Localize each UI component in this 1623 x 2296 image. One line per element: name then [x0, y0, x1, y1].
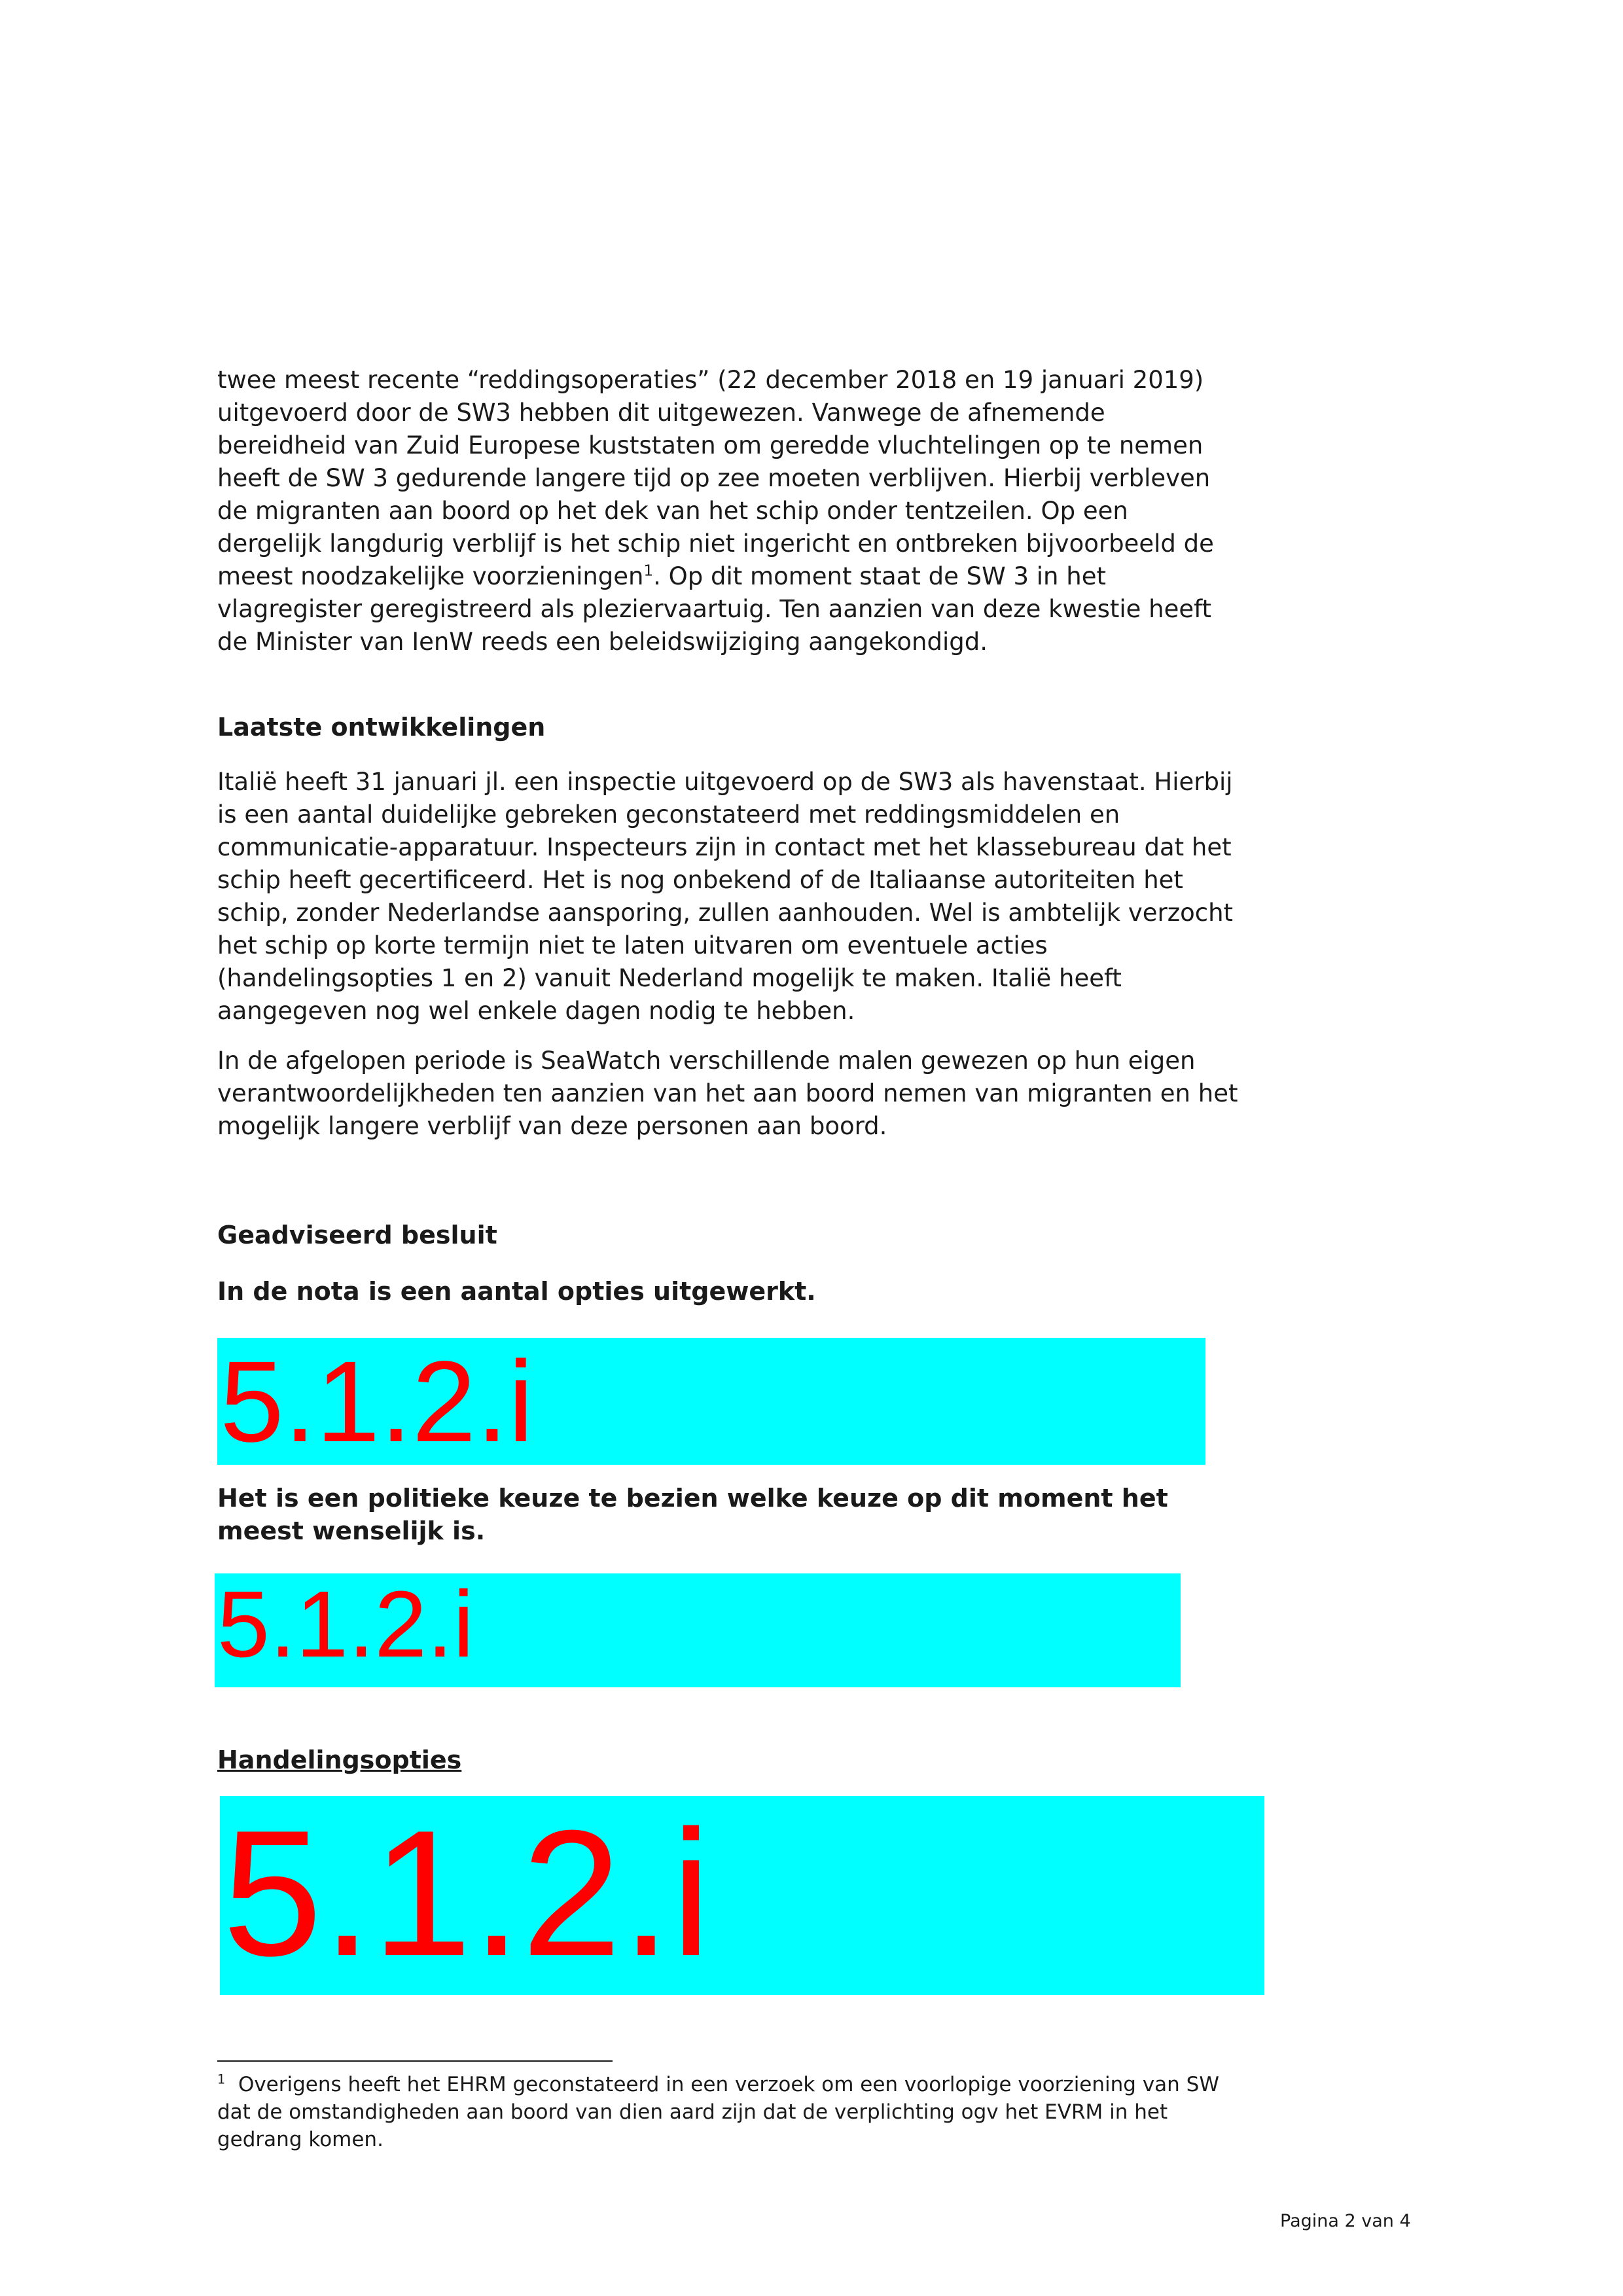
intro-paragraph-text-after: . Op dit moment staat de SW 3 in het vlagregister geregistreerd als pleziervaartuig. Ten aanzien van deze kwestie heeft de Minister van IenW reeds een beleidswijziging aangekondigd. [217, 562, 1212, 656]
redaction-block-1 [217, 1338, 1205, 1465]
footnote-text: Overigens heeft het EHRM geconstateerd in een verzoek om een voorlopige voorziening van SW dat de omstandigheden aan boord van dien aard zijn dat de verplichting ogv het EVRM in het gedrang komen. [217, 2073, 1219, 2151]
redaction-block-2 [215, 1573, 1181, 1687]
footnote-divider [217, 2060, 613, 2062]
intro-paragraph [217, 364, 1238, 658]
political-choice-statement: Het is een politieke keuze te bezien welke keuze op dit moment het meest wenselijk is. [217, 1484, 1168, 1545]
redaction-code-3: 5.1.2.i [223, 1796, 711, 1994]
intro-paragraph-text: twee meest recente “reddingsoperaties” (22 december 2018 en 19 januari 2019) uitgevoerd door de SW3 hebben dit uitgewezen. Vanwege de afnemende bereidheid van Zuid Europese kuststaten om geredde vluchtelingen op te nemen heeft de SW 3 gedurende langere tijd op zee moeten verblijven. Hierbij verbleven de migranten aan boord op het dek van het schip onder tentzeilen. Op een dergelijk langdurig verblijf is het schip niet ingericht en ontbreken bijvoorbeeld de meest noodzakelijke voorzieningen [217, 366, 1214, 590]
latest-developments-paragraph-2: In de afgelopen periode is SeaWatch verschillende malen gewezen op hun eigen verantwoordelijkheden ten aanzien van het aan boord nemen van migranten en het mogelijk langere verblijf van deze personen aan boord. [217, 1047, 1238, 1140]
latest-developments-paragraph-1: Italië heeft 31 januari jl. een inspectie uitgevoerd op de SW3 als havenstaat. Hierbij is een aantal duidelijke gebreken geconstateerd met reddingsmiddelen en communicatie-apparatuur. Inspecteurs zijn in contact met het klassebureau dat het schip heeft gecertificeerd. Het is nog onbekend of de Italiaanse autoriteiten het schip, zonder Nederlandse aansporing, zullen aanhouden. Wel is ambtelijk verzocht het schip op korte termijn niet te laten uitvaren om eventuele acties (handelingsopties 1 en 2) vanuit Nederland mogelijk te maken. Italië heeft aangegeven nog wel enkele dagen nodig te hebben. [217, 768, 1234, 1025]
redaction-block-3 [220, 1796, 1264, 1995]
heading-advised-decision: Geadviseerd besluit [217, 1221, 497, 1249]
heading-latest-developments: Laatste ontwikkelingen [217, 713, 546, 742]
footnote [217, 2071, 1238, 2153]
footnote-number: 1 [217, 2072, 226, 2087]
heading-action-options: Handelingsopties [217, 1746, 462, 1774]
footnote-reference[interactable]: 1 [643, 562, 654, 580]
page-number: Pagina 2 van 4 [1280, 2211, 1411, 2231]
advised-decision-subheading: In de nota is een aantal opties uitgewerkt. [217, 1277, 816, 1306]
redaction-code-2: 5.1.2.i [217, 1573, 474, 1677]
redaction-code-1: 5.1.2.i [220, 1338, 534, 1465]
